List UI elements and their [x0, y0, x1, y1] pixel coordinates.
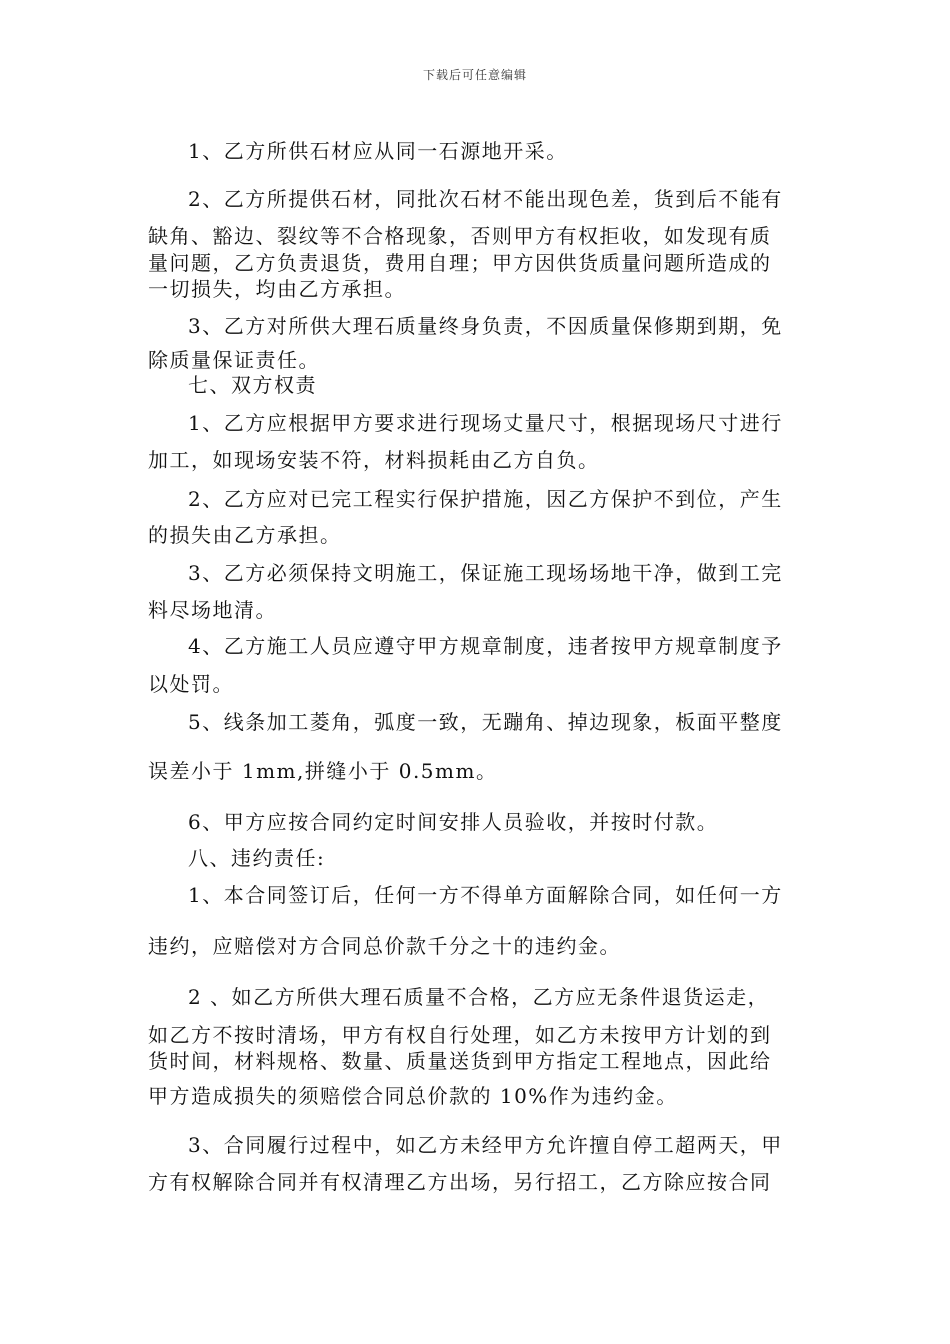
text-line: 3、乙方必须保持文明施工，保证施工现场场地干净，做到工完 [188, 561, 783, 585]
text-line: 如乙方不按时清场，甲方有权自行处理，如乙方未按甲方计划的到 [148, 1023, 772, 1047]
text-line: 1、乙方所供石材应从同一石源地开采。 [188, 139, 568, 163]
text-line: 一切损失，均由乙方承担。 [148, 277, 406, 301]
text-line: 2、乙方应对已完工程实行保护措施，因乙方保护不到位，产生 [188, 487, 783, 511]
text-line: 料尽场地清。 [148, 598, 277, 622]
text-line: 除质量保证责任。 [148, 348, 320, 372]
text-line: 2 、如乙方所供大理石质量不合格，乙方应无条件退货运走， [188, 985, 770, 1009]
text-line: 加工，如现场安装不符，材料损耗由乙方自负。 [148, 448, 600, 472]
text-line: 3、合同履行过程中，如乙方未经甲方允许擅自停工超两天，甲 [188, 1133, 783, 1157]
page-header: 下载后可任意编辑 [422, 68, 527, 82]
text-line: 5、线条加工菱角，弧度一致，无蹦角、掉边现象，板面平整度 [188, 710, 783, 734]
section-heading: 七、双方权责 [188, 373, 317, 397]
text-line: 6、甲方应按合同约定时间安排人员验收，并按时付款。 [188, 810, 719, 834]
text-line: 1、本合同签订后，任何一方不得单方面解除合同，如任何一方 [188, 883, 783, 907]
text-line: 的损失由乙方承担。 [148, 523, 342, 547]
text-line: 误差小于 1mm,拼缝小于 0.5mm。 [148, 759, 498, 783]
section-heading: 八、违约责任: [188, 846, 326, 870]
text-line: 3、乙方对所供大理石质量终身负责，不因质量保修期到期，免 [188, 314, 783, 338]
text-line: 2、乙方所提供石材，同批次石材不能出现色差，货到后不能有 [188, 187, 783, 211]
text-line: 货时间，材料规格、数量、质量送货到甲方指定工程地点，因此给 [148, 1049, 772, 1073]
text-line: 违约，应赔偿对方合同总价款千分之十的违约金。 [148, 934, 621, 958]
text-line: 以处罚。 [148, 672, 234, 696]
text-line: 甲方造成损失的须赔偿合同总价款的 10%作为违约金。 [148, 1084, 678, 1108]
text-line: 方有权解除合同并有权清理乙方出场，另行招工，乙方除应按合同 [148, 1170, 772, 1194]
text-line: 量问题，乙方负责退货，费用自理；甲方因供货质量问题所造成的 [148, 251, 772, 275]
text-line: 缺角、豁边、裂纹等不合格现象，否则甲方有权拒收，如发现有质 [148, 224, 772, 248]
text-line: 1、乙方应根据甲方要求进行现场丈量尺寸，根据现场尺寸进行 [188, 411, 783, 435]
text-line: 4、乙方施工人员应遵守甲方规章制度，违者按甲方规章制度予 [188, 634, 783, 658]
